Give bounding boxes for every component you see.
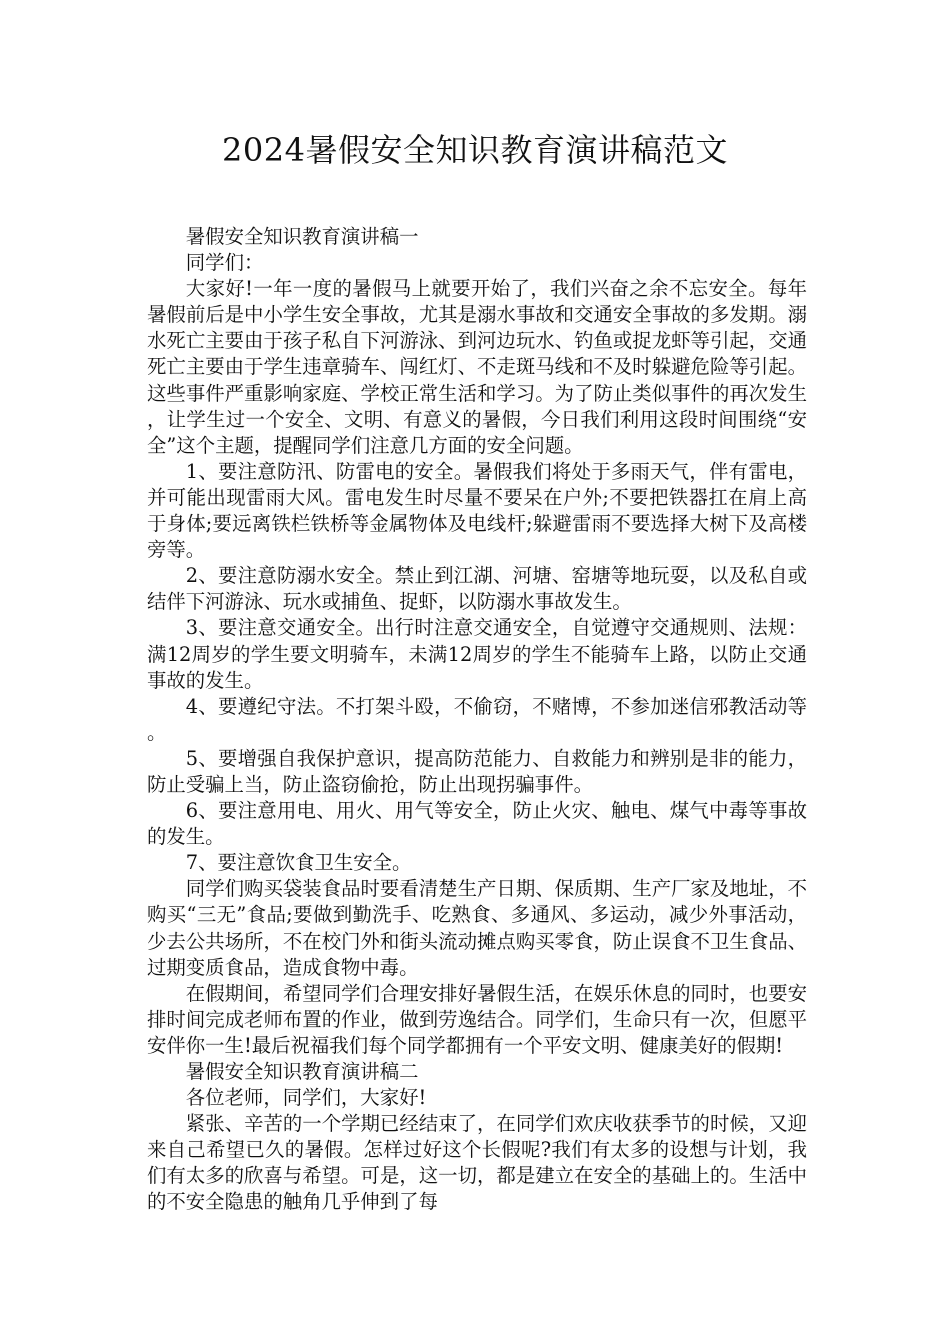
paragraph-item-5: 5、要增强自我保护意识，提高防范能力、自救能力和辨别是非的能力，防止受骗上当，防止盗窃偷抢，防止出现拐骗事件。 [147, 746, 807, 796]
paragraph-item-1: 1、要注意防汛、防雷电的安全。暑假我们将处于多雨天气，伴有雷电，并可能出现雷雨大风。雷电发生时尽量不要呆在户外;不要把铁器扛在肩上高于身体;要远离铁栏铁桥等金属物体及电线杆;躲避雷雨不要选择大树下及高楼旁等。 [147, 459, 807, 562]
speech-one-heading: 暑假安全知识教育演讲稿一 [185, 225, 419, 248]
paragraph-food-safety: 同学们购买袋装食品时要看清楚生产日期、保质期、生产厂家及地址，不购买“三无”食品;要做到勤洗手、吃熟食、多通风、多运动，减少外事活动，少去公共场所，不在校门外和街头流动摊点购买零食，防止误食不卫生食品、过期变质食品，造成食物中毒。 [147, 877, 807, 979]
paragraph-intro: 大家好!一年一度的暑假马上就要开始了，我们兴奋之余不忘安全。每年暑假前后是中小学生安全事故，尤其是溺水事故和交通安全事故的多发期。溺水死亡主要由于孩子私自下河游泳、到河边玩水、钓鱼或捉龙虾等引起，交通死亡主要由于学生违章骑车、闯红灯、不走斑马线和不及时躲避危险等引起。这些事件严重影响家庭、学校正常生活和学习。为了防止类似事件的再次发生，让学生过一个安全、文明、有意义的暑假，今日我们利用这段时间围绕“安全”这个主题，提醒同学们注意几方面的安全问题。 [147, 277, 807, 457]
speech-two-paragraph-1: 紧张、辛苦的一个学期已经结束了，在同学们欢庆收获季节的时候，又迎来自己希望已久的暑假。怎样过好这个长假呢?我们有太多的设想与计划，我们有太多的欣喜与希望。可是，这一切，都是建立在安全的基础上的。生活中的不安全隐患的触角几乎伸到了每 [147, 1112, 807, 1214]
speech-two-salutation: 各位老师，同学们，大家好! [185, 1086, 427, 1110]
document-body [147, 224, 807, 1216]
paragraph-item-7: 7、要注意饮食卫生安全。 [185, 851, 412, 875]
salutation: 同学们： [185, 251, 264, 275]
speech-two-heading: 暑假安全知识教育演讲稿二 [185, 1060, 419, 1083]
paragraph-closing: 在假期间，希望同学们合理安排好暑假生活，在娱乐休息的同时，也要安排时间完成老师布置的作业，做到劳逸结合。同学们，生命只有一次，但愿平安伴你一生!最后祝福我们每个同学都拥有一个平安文明、健康美好的假期! [147, 981, 807, 1057]
paragraph-item-4: 4、要遵纪守法。不打架斗殴，不偷窃，不赌博，不参加迷信邪教活动等。 [147, 694, 807, 744]
paragraph-item-2: 2、要注意防溺水安全。禁止到江湖、河塘、窑塘等地玩耍，以及私自或结伴下河游泳、玩水或捕鱼、捉虾，以防溺水事故发生。 [147, 564, 807, 614]
document-title: 2024暑假安全知识教育演讲稿范文 [222, 131, 728, 169]
paragraph-item-6: 6、要注意用电、用火、用气等安全，防止火灾、触电、煤气中毒等事故的发生。 [147, 799, 807, 849]
paragraph-item-3: 3、要注意交通安全。出行时注意交通安全，自觉遵守交通规则、法规：满12周岁的学生要文明骑车，未满12周岁的学生不能骑车上路，以防止交通事故的发生。 [147, 616, 807, 692]
